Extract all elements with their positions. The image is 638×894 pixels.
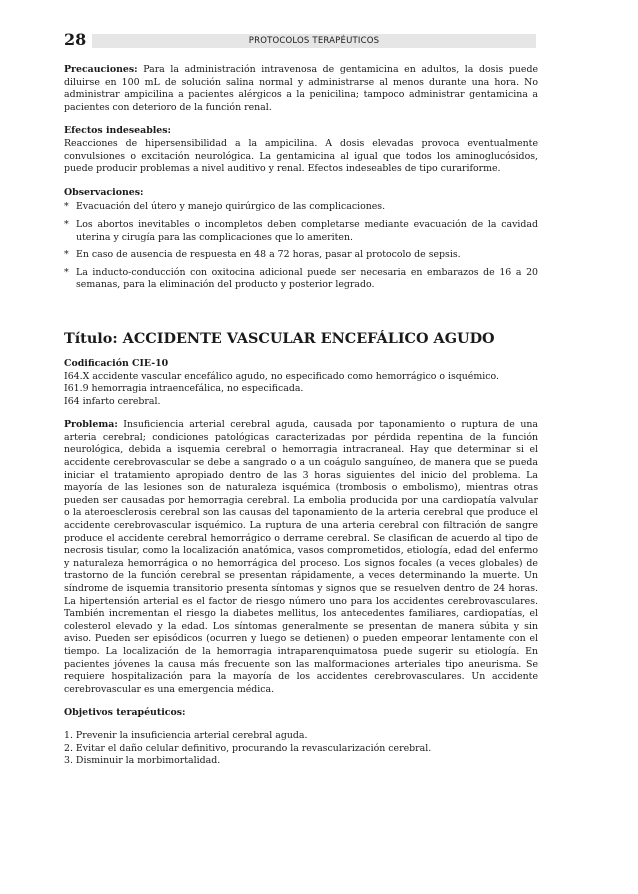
problema-label: Problema: — [64, 419, 118, 431]
codificacion-line: I64.X accidente vascular encefálico agudo, no especificado como hemorrágico o isquémico. — [64, 370, 499, 382]
observaciones-item: * Los abortos inevitables o incompletos deben completarse mediante evacuación de la cavidad uterina y cirugía para las complicaciones que lo ameriten. — [64, 219, 538, 244]
observaciones-item: * Evacuación del útero y manejo quirúrgico de las complicaciones. — [64, 201, 538, 214]
observaciones-item: * La inducto-conducción con oxitocina adicional puede ser necesaria en embarazos de 16 a 20 semanas, para la eliminación del producto y posterior legrado. — [64, 267, 538, 292]
observaciones-section — [64, 187, 538, 292]
observaciones-label: Observaciones: — [64, 186, 144, 198]
objetivos-label: Objetivos terapéuticos: — [64, 707, 186, 719]
codificacion-label: Codificación CIE-10 — [64, 357, 169, 369]
precauciones-label: Precauciones: — [64, 64, 138, 75]
objetivos-list — [64, 730, 538, 768]
page-number: 28 — [64, 30, 87, 49]
problema-section — [64, 419, 538, 696]
problema-paragraph — [64, 419, 538, 696]
objetivo-item: 3. Disminuir la morbimortalidad. — [64, 755, 221, 767]
precauciones-paragraph — [64, 64, 538, 114]
codificacion-line: I61.9 hemorragia intraencefálica, no especificada. — [64, 383, 304, 395]
page-header — [64, 30, 536, 49]
section-title: Título: ACCIDENTE VASCULAR ENCEFÁLICO AGUDO — [64, 329, 495, 347]
efectos-label: Efectos indeseables: — [64, 125, 172, 137]
codificacion-line: I64 infarto cerebral. — [64, 395, 161, 407]
precauciones-section — [64, 64, 538, 114]
efectos-text: Reacciones de hipersensibilidad a la ampicilina. A dosis elevadas provoca eventualmente convulsiones o excitación neurológica. La gentamicina al igual que todos los aminoglucósidos, puede producir problemas a nivel auditivo y renal. Efectos indeseables de tipo curariforme. — [64, 137, 538, 175]
observaciones-item: * En caso de ausencia de respuesta en 48 a 72 horas, pasar al protocolo de sepsis. — [64, 249, 538, 262]
objetivo-item: 2. Evitar el daño celular definitivo, procurando la revascularización cerebral. — [64, 742, 432, 754]
objetivo-item: 1. Prevenir la insuficiencia arterial cerebral aguda. — [64, 729, 308, 741]
efectos-section — [64, 125, 538, 175]
precauciones-text: Para la administración intravenosa de gentamicina en adultos, la dosis puede diluirse en 100 mL de solución salina normal y administrarse al menos durante una hora. No administrar ampicilina a pacientes alérgicos a la penicilina; tampoco administrar gentamicina a pacientes con deterioro de la función renal. — [64, 64, 538, 113]
running-title: PROTOCOLOS TERAPÉUTICOS — [248, 36, 380, 46]
page-content — [64, 64, 538, 768]
observaciones-list — [64, 201, 538, 292]
codificacion-section — [64, 358, 538, 408]
problema-text: Insuficiencia arterial cerebral aguda, causada por taponamiento o ruptura de una arteria cerebral; condiciones patológicas caracterizadas por pérdida repentina de la función neurológica, debida a isquemia cerebral o hemorragia intracraneal. Hay que determinar si el accidente cerebrovascular se debe a sangrado o a un coágulo sanguíneo, de manera que se pueda iniciar el tratamiento apropiado dentro de las 3 horas siguientes del inicio del problema. La mayoría de las lesiones son de naturaleza isquémica (trombosis o embolismo), mientras otras pueden ser causadas por hemorragia cerebral. La embolia producida por una cardiopatía valvular o la ateroesclerosis cerebral son las causas del taponamiento de la arteria cerebral que produce el accidente cerebrovascular isquémico. La ruptura de una arteria cerebral con filtración de sangre produce el accidente cerebral hemorrágico o derrame cerebral. Se clasifican de acuerdo al tipo de necrosis tisular, como la localización anatómica, vasos comprometidos, etiología, edad del enfermo y naturaleza hemorrágica o no hemorrágica del proceso. Los signos focales (a veces globales) de trastorno de la función cerebral se presentan rápidamente, a veces determinando la muerte. Un síndrome de isquemia transitorio presenta síntomas y signos que se resuelven dentro de 24 horas. La hipertensión arterial es el factor de riesgo número uno para los accidentes cerebrovasculares. También incrementan el riesgo la diabetes mellitus, los antecedentes familiares, cardiopatías, el colesterol elevado y la edad. Los síntomas generalmente se presentan de manera súbita y sin aviso. Pueden ser episódicos (ocurren y luego se detienen) o pueden empeorar lentamente con el tiempo. La localización de la hemorragia intraparenquimatosa puede sugerir su etiología. En pacientes jóvenes la causa más frecuente son las malformaciones arteriales tipo aneurisma. Se requiere hospitalización para la mayoría de los accidentes cerebrovasculares. Un accidente cerebrovascular es una emergencia médica. — [64, 419, 539, 695]
objetivos-section — [64, 707, 538, 767]
